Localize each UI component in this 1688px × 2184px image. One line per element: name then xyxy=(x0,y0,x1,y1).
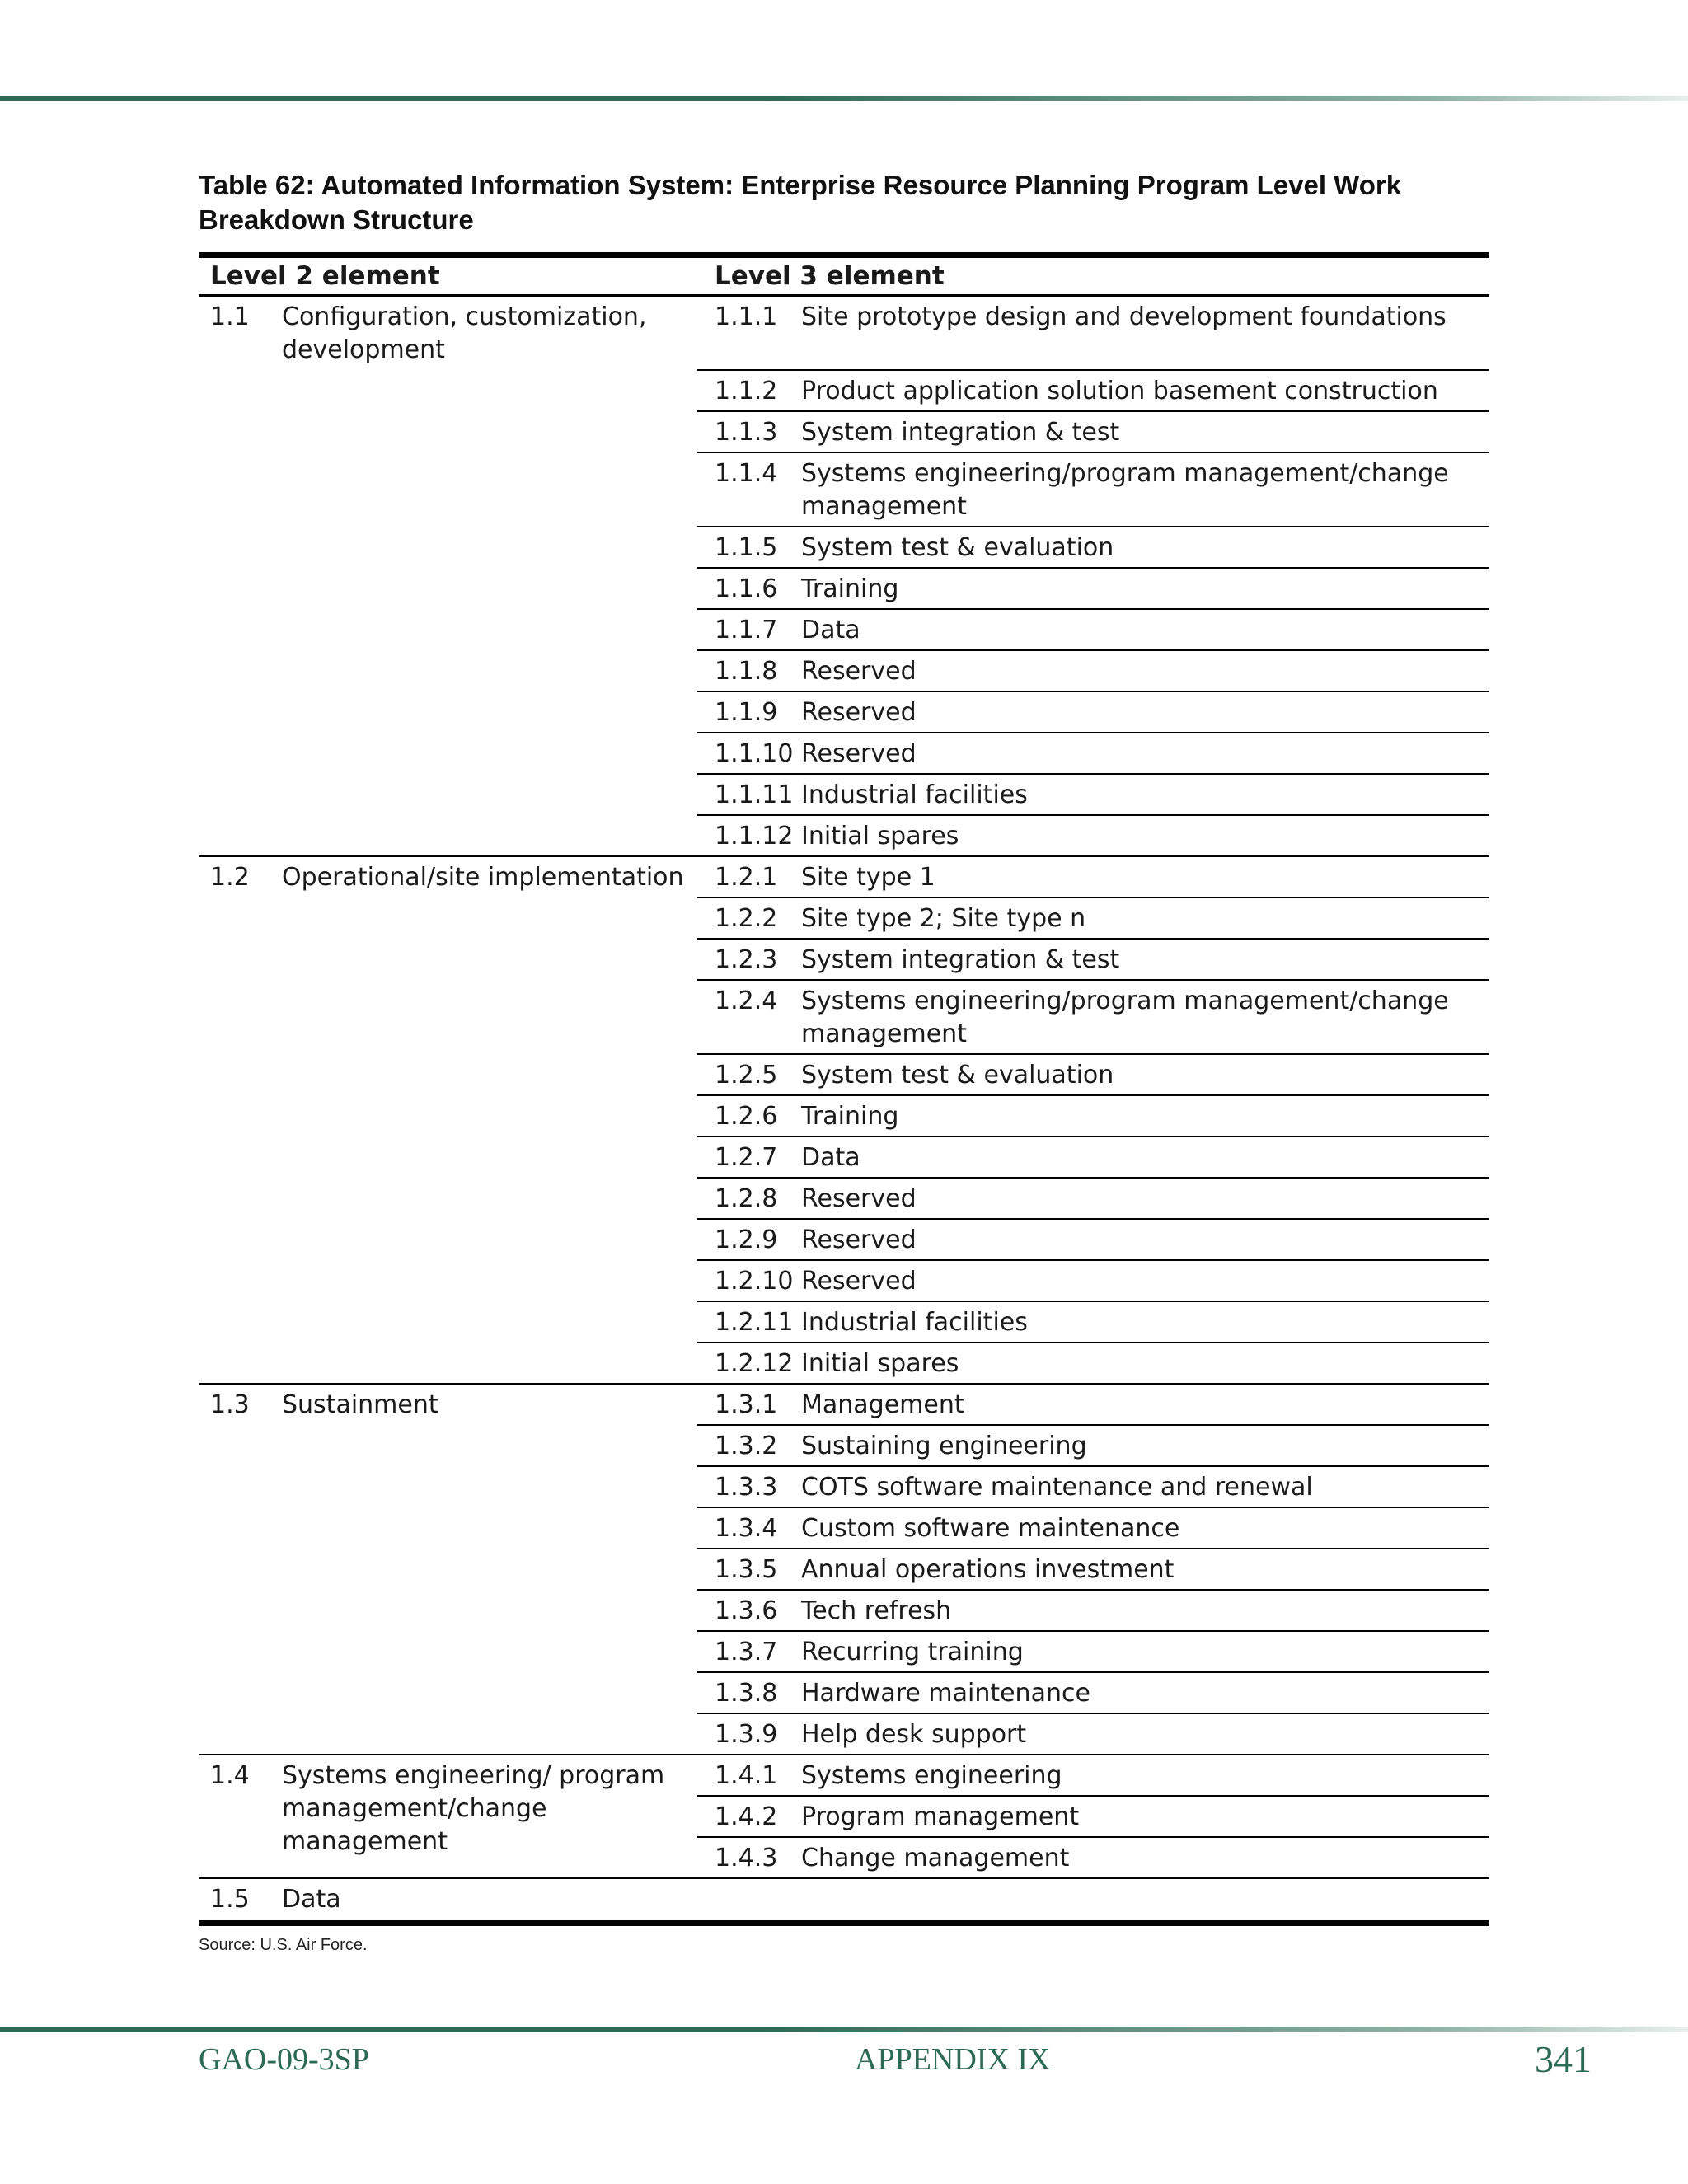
level3-name: Systems engineering/program management/change management xyxy=(801,452,1489,527)
level3-name: Data xyxy=(801,1137,1489,1178)
level2-code: 1.1 xyxy=(199,296,282,856)
wbs-table xyxy=(199,252,1489,1926)
level3-code: 1.2.9 xyxy=(697,1219,801,1260)
level2-code: 1.4 xyxy=(199,1755,282,1878)
level2-code: 1.2 xyxy=(199,856,282,1384)
level3-name: Help desk support xyxy=(801,1713,1489,1755)
level2-name: Configuration, customization, development xyxy=(282,296,697,856)
level3-name: Site type 2; Site type n xyxy=(801,898,1489,939)
table-row xyxy=(199,296,1489,370)
level3-code: 1.1.8 xyxy=(697,650,801,691)
level3-code: 1.3.3 xyxy=(697,1466,801,1507)
level3-code: 1.4.3 xyxy=(697,1837,801,1878)
level3-code: 1.3.6 xyxy=(697,1590,801,1631)
table-row xyxy=(199,856,1489,898)
level2-code: 1.3 xyxy=(199,1384,282,1755)
level3-code: 1.4.1 xyxy=(697,1755,801,1796)
level3-code: 1.1.9 xyxy=(697,691,801,733)
level3-name: Hardware maintenance xyxy=(801,1672,1489,1713)
table-row xyxy=(199,1384,1489,1425)
level3-code: 1.3.7 xyxy=(697,1631,801,1672)
level3-name: Systems engineering xyxy=(801,1755,1489,1796)
level2-name: Systems engineering/ program management/change management xyxy=(282,1755,697,1878)
level3-code: 1.2.10 xyxy=(697,1260,801,1301)
table-row xyxy=(199,1755,1489,1796)
level2-code: 1.5 xyxy=(199,1878,282,1924)
level3-name: Training xyxy=(801,568,1489,609)
level3-code: 1.3.9 xyxy=(697,1713,801,1755)
level3-name: Product application solution basement construction xyxy=(801,370,1489,411)
level3-code: 1.2.4 xyxy=(697,980,801,1054)
level2-header: Level 2 element xyxy=(199,255,697,296)
level3-code: 1.2.11 xyxy=(697,1301,801,1343)
level3-code: 1.2.5 xyxy=(697,1054,801,1095)
level3-name: Data xyxy=(801,609,1489,650)
level3-code xyxy=(697,1878,801,1924)
level3-code: 1.2.6 xyxy=(697,1095,801,1137)
level3-name: System integration & test xyxy=(801,939,1489,980)
level3-name: Reserved xyxy=(801,650,1489,691)
level3-name: System test & evaluation xyxy=(801,1054,1489,1095)
level3-code: 1.2.12 xyxy=(697,1343,801,1384)
header-rule xyxy=(0,96,1688,101)
level3-code: 1.2.2 xyxy=(697,898,801,939)
level3-name: Change management xyxy=(801,1837,1489,1878)
level3-code: 1.1.3 xyxy=(697,411,801,452)
level2-name: Operational/site implementation xyxy=(282,856,697,1384)
level3-name: Tech refresh xyxy=(801,1590,1489,1631)
level3-name: Program management xyxy=(801,1796,1489,1837)
level3-name: Annual operations investment xyxy=(801,1549,1489,1590)
level3-name: System integration & test xyxy=(801,411,1489,452)
level3-code: 1.2.3 xyxy=(697,939,801,980)
footer-rule xyxy=(0,2027,1688,2032)
level3-name: Initial spares xyxy=(801,815,1489,856)
level3-code: 1.1.1 xyxy=(697,296,801,370)
level3-name: COTS software maintenance and renewal xyxy=(801,1466,1489,1507)
level3-header: Level 3 element xyxy=(697,255,1489,296)
level3-code: 1.3.2 xyxy=(697,1425,801,1466)
level3-name: Reserved xyxy=(801,1178,1489,1219)
level3-name: Management xyxy=(801,1384,1489,1425)
level3-name: Initial spares xyxy=(801,1343,1489,1384)
level3-name: Site prototype design and development foundations xyxy=(801,296,1489,370)
level3-name: Site type 1 xyxy=(801,856,1489,898)
level3-name: Training xyxy=(801,1095,1489,1137)
level3-name: Industrial facilities xyxy=(801,774,1489,815)
level3-code: 1.3.8 xyxy=(697,1672,801,1713)
table-body xyxy=(199,296,1489,1924)
table-row xyxy=(199,1878,1489,1924)
table-title: Table 62: Automated Information System: Enterprise Resource Planning Program Level Work Breakdown Structure xyxy=(199,170,1402,235)
level3-code: 1.1.7 xyxy=(697,609,801,650)
level3-code: 1.1.2 xyxy=(697,370,801,411)
level3-code: 1.1.11 xyxy=(697,774,801,815)
level2-name: Sustainment xyxy=(282,1384,697,1755)
level3-name: Reserved xyxy=(801,1260,1489,1301)
level3-code: 1.3.5 xyxy=(697,1549,801,1590)
level3-code: 1.2.7 xyxy=(697,1137,801,1178)
footer-report-id: GAO-09-3SP xyxy=(199,2042,369,2077)
level3-code: 1.2.8 xyxy=(697,1178,801,1219)
level3-code: 1.1.4 xyxy=(697,452,801,527)
level3-code: 1.1.10 xyxy=(697,733,801,774)
level3-code: 1.4.2 xyxy=(697,1796,801,1837)
level3-name: Reserved xyxy=(801,691,1489,733)
level3-name: Industrial facilities xyxy=(801,1301,1489,1343)
level3-name: Custom software maintenance xyxy=(801,1507,1489,1549)
level3-code: 1.1.5 xyxy=(697,527,801,568)
table-header-row xyxy=(199,255,1489,296)
level3-code: 1.3.4 xyxy=(697,1507,801,1549)
level3-name: Reserved xyxy=(801,1219,1489,1260)
level3-name: Sustaining engineering xyxy=(801,1425,1489,1466)
level2-name: Data xyxy=(282,1878,697,1924)
level3-name: Reserved xyxy=(801,733,1489,774)
level3-code: 1.3.1 xyxy=(697,1384,801,1425)
footer-section: APPENDIX IX xyxy=(855,2042,1051,2077)
level3-name: System test & evaluation xyxy=(801,527,1489,568)
level3-code: 1.1.6 xyxy=(697,568,801,609)
level3-code: 1.2.1 xyxy=(697,856,801,898)
level3-code: 1.1.12 xyxy=(697,815,801,856)
level3-name: Recurring training xyxy=(801,1631,1489,1672)
level3-name: Systems engineering/program management/change management xyxy=(801,980,1489,1054)
level3-name xyxy=(801,1878,1489,1924)
page-number: 341 xyxy=(1535,2038,1592,2080)
source-note: Source: U.S. Air Force. xyxy=(199,1936,368,1954)
